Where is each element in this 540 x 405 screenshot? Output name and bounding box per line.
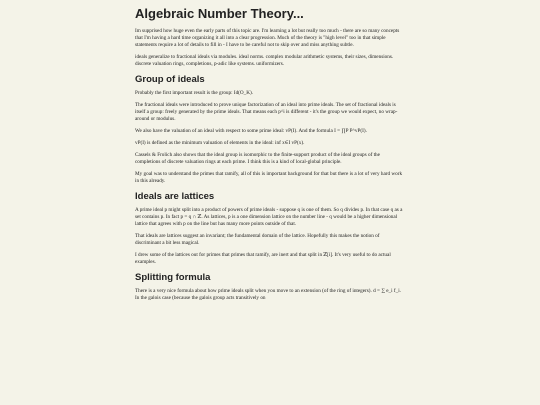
- intro-paragraph: Im supprised how huge even the early parts of this topic are. I'm learning a lot but really too much - there are so many concepts that I'm having a hard time organizing it all into a clear progression. Much of the theory is "high level" too in that simple statements require a lot of details to fill in - I have to be careful not to skip over and miss anything subtle.: [135, 28, 400, 48]
- paragraph: There is a very nice formula about how prime ideals split when you move to an extension (of the ring of integers). d = ∑ e_i f_i. In the galois case (because the galois group acts transitively on: [135, 288, 401, 301]
- paragraph: A prime ideal p might split into a product of powers of prime ideals - suppose q is one of them. So q divides p. In that case q as a set contains p. In fact p = q ∩ ℤ. As lattices, p is a one dimension lattice on the number line - q would be a higher dimensional lattice that agrees with p on the line but has many more points outside of that.: [135, 207, 403, 227]
- paragraph: That ideals are lattices suggest an invariant; the fundamental domain of the lattice. Hopefully this makes the notion of discriminant a bit less magical.: [135, 233, 380, 246]
- paragraph: My goal was to understand the primes that ramify, all of this is important background for that but there is a lot of very hard work in this already.: [135, 171, 403, 184]
- section-heading: Splitting formula: [135, 272, 211, 283]
- paragraph: We also have the valuation of an ideal with respect to some prime ideal: vP(I). And the formula I = ∏P P^vP(I).: [135, 128, 367, 134]
- section-heading: Ideals are lattices: [135, 191, 215, 202]
- paragraph: I drew some of the lattices out for primes that primes that ramify, are inert and that split in ℤ[i]. It's very useful to do actual examples.: [135, 252, 391, 265]
- paragraph: Probably the first important result is the group: Id(O_K).: [135, 90, 253, 96]
- article: [135, 0, 405, 302]
- paragraph: vP(I) is defined as the minimum valuation of elements in the ideal: inf x∈I vP(x).: [135, 140, 305, 146]
- intro-paragraph: ideals generalize to fractional ideals via modules. ideal norms. complex modular arithmetic systems, their sizes, dimensions. discrete valuation rings, completions, p-adic like systems. uniformizers.: [135, 54, 394, 67]
- paragraph: The fractional ideals were introduced to prove unique factorization of an ideal into prime ideals. The set of fractional ideals is itself a group: freely generated by the prime ideals. That means each p^i is different - it's the group we would expect, no wrap-around or modulus.: [135, 102, 398, 122]
- paragraph: Cassels & Frolich also shows that the ideal group is isomorphic to the finite-support product of the ideal groups of the completions of discrete valuation rings at each prime. I think this is a kind of local-global principle.: [135, 152, 380, 165]
- page-title: Algebraic Number Theory...: [135, 6, 304, 21]
- section-heading: Group of ideals: [135, 74, 205, 85]
